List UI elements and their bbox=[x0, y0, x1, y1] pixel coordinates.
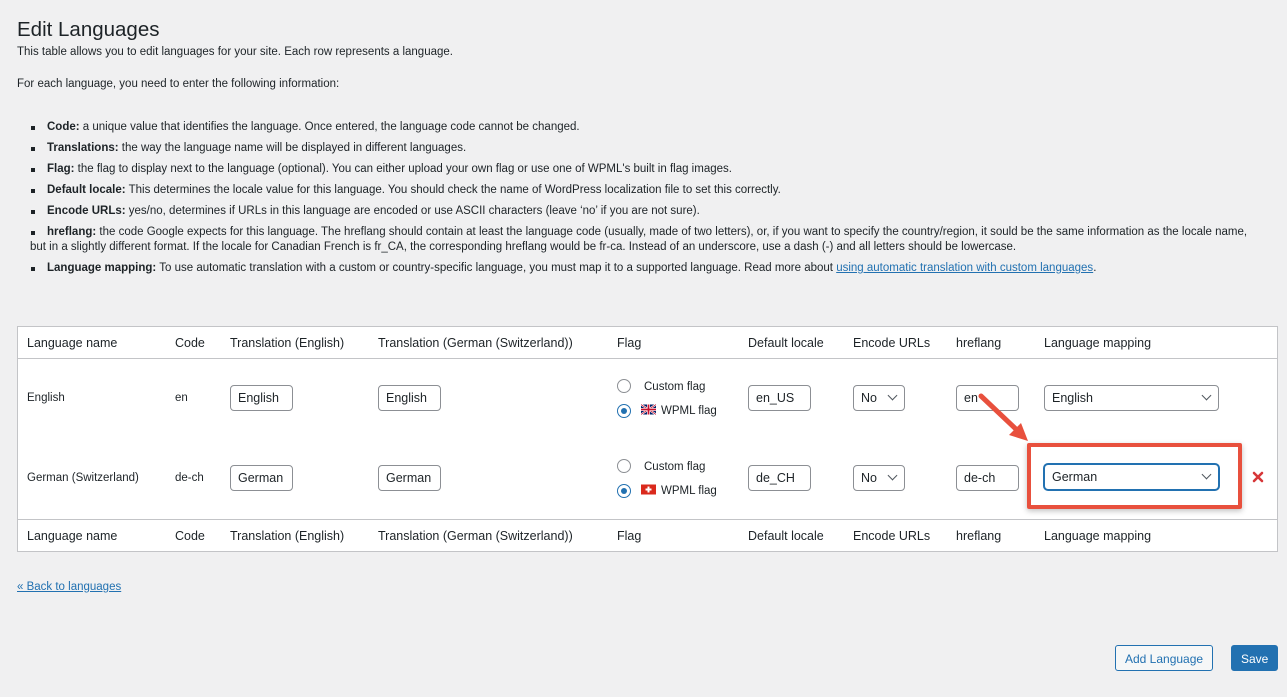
foot-language-name: Language name bbox=[27, 529, 118, 543]
chevron-down-icon bbox=[888, 471, 898, 481]
language-code: de-ch bbox=[175, 472, 204, 484]
field-translations: Translations: the way the language name will be displayed in different languages. bbox=[30, 141, 1265, 156]
custom-languages-link[interactable]: using automatic translation with custom languages bbox=[836, 262, 1094, 274]
foot-language-mapping: Language mapping bbox=[1044, 529, 1152, 543]
foot-flag: Flag bbox=[617, 529, 642, 543]
annotation-arrow-icon bbox=[975, 390, 1035, 446]
intro-text: This table allows you to edit languages for your site. Each row represents a language. bbox=[17, 46, 453, 58]
language-code: en bbox=[175, 392, 188, 404]
col-translation-german: Translation (German (Switzerland)) bbox=[378, 336, 573, 350]
table-header bbox=[18, 327, 1277, 359]
wpml-flag-label: WPML flag bbox=[661, 485, 717, 497]
table-footer bbox=[18, 519, 1277, 551]
col-hreflang: hreflang bbox=[956, 336, 1002, 350]
intro-text-2: For each language, you need to enter the following information: bbox=[17, 78, 340, 90]
col-code: Code bbox=[175, 336, 205, 350]
translation-german-input[interactable]: German bbox=[378, 465, 441, 491]
foot-encode-urls: Encode URLs bbox=[853, 529, 931, 543]
chevron-down-icon bbox=[888, 391, 898, 401]
field-code: Code: a unique value that identifies the language. Once entered, the language code cannot be changed. bbox=[30, 120, 1265, 135]
foot-default-locale: Default locale bbox=[748, 529, 824, 543]
hreflang-input[interactable]: de-ch bbox=[956, 465, 1019, 491]
translation-english-input[interactable]: English bbox=[230, 385, 293, 411]
wpml-flag-radio[interactable] bbox=[617, 404, 631, 418]
languages-table bbox=[17, 326, 1278, 552]
highlight-box bbox=[1027, 443, 1242, 509]
uk-flag-icon bbox=[641, 404, 656, 415]
col-flag: Flag bbox=[617, 336, 642, 350]
col-language-mapping: Language mapping bbox=[1044, 336, 1152, 350]
custom-flag-radio[interactable] bbox=[617, 459, 631, 473]
default-locale-input[interactable]: en_US bbox=[748, 385, 811, 411]
delete-icon[interactable] bbox=[1252, 471, 1264, 483]
save-button[interactable]: Save bbox=[1231, 645, 1278, 671]
col-language-name: Language name bbox=[27, 336, 118, 350]
foot-hreflang: hreflang bbox=[956, 529, 1002, 543]
encode-urls-select[interactable]: No bbox=[853, 465, 905, 491]
foot-code: Code bbox=[175, 529, 205, 543]
translation-german-input[interactable]: English bbox=[378, 385, 441, 411]
foot-translation-german: Translation (German (Switzerland)) bbox=[378, 529, 573, 543]
wpml-flag-radio[interactable] bbox=[617, 484, 631, 498]
chevron-down-icon bbox=[1202, 391, 1212, 401]
encode-urls-select[interactable]: No bbox=[853, 385, 905, 411]
custom-flag-label: Custom flag bbox=[644, 381, 706, 393]
translation-english-input[interactable]: German bbox=[230, 465, 293, 491]
col-encode-urls: Encode URLs bbox=[853, 336, 931, 350]
back-to-languages-link[interactable]: « Back to languages bbox=[17, 581, 122, 593]
custom-flag-radio[interactable] bbox=[617, 379, 631, 393]
field-default-locale: Default locale: This determines the locale value for this language. You should check the name of WordPress localization file to set this correctly. bbox=[30, 183, 1265, 198]
language-name: English bbox=[27, 392, 65, 404]
language-name: German (Switzerland) bbox=[27, 472, 139, 484]
swiss-flag-icon bbox=[641, 484, 656, 495]
default-locale-input[interactable]: de_CH bbox=[748, 465, 811, 491]
col-translation-english: Translation (English) bbox=[230, 336, 345, 350]
add-language-button[interactable]: Add Language bbox=[1115, 645, 1213, 671]
wpml-flag-label: WPML flag bbox=[661, 405, 717, 417]
field-flag: Flag: the flag to display next to the language (optional). You can either upload your own flag or use one of WPML's built in flag images. bbox=[30, 162, 1265, 177]
foot-translation-english: Translation (English) bbox=[230, 529, 345, 543]
field-hreflang: hreflang: the code Google expects for this language. The hreflang should contain at least the language code (usually, made of two letters), or, if you want to specify the country/region, it sould be the same information as the locale name, but in a slightly different format. If the locale for Canadian French is fr_CA, the corresponding hreflang would be fr-ca. Instead of an underscore, use a dash (-) and all letters should be lowercase. bbox=[30, 225, 1265, 255]
hreflang-input[interactable]: en bbox=[956, 385, 1019, 411]
language-mapping-select[interactable]: German bbox=[1044, 464, 1219, 490]
language-mapping-select[interactable]: English bbox=[1044, 385, 1219, 411]
custom-flag-label: Custom flag bbox=[644, 461, 706, 473]
field-language-mapping: Language mapping: To use automatic translation with a custom or country-specific language, you must map it to a supported language. Read more about using automatic translation with custom languages. bbox=[30, 261, 1265, 276]
field-descriptions bbox=[30, 120, 1265, 282]
page-title: Edit Languages bbox=[17, 18, 160, 41]
field-encode-urls: Encode URLs: yes/no, determines if URLs in this language are encoded or use ASCII characters (leave ‘no’ if you are not sure). bbox=[30, 204, 1265, 219]
col-default-locale: Default locale bbox=[748, 336, 824, 350]
